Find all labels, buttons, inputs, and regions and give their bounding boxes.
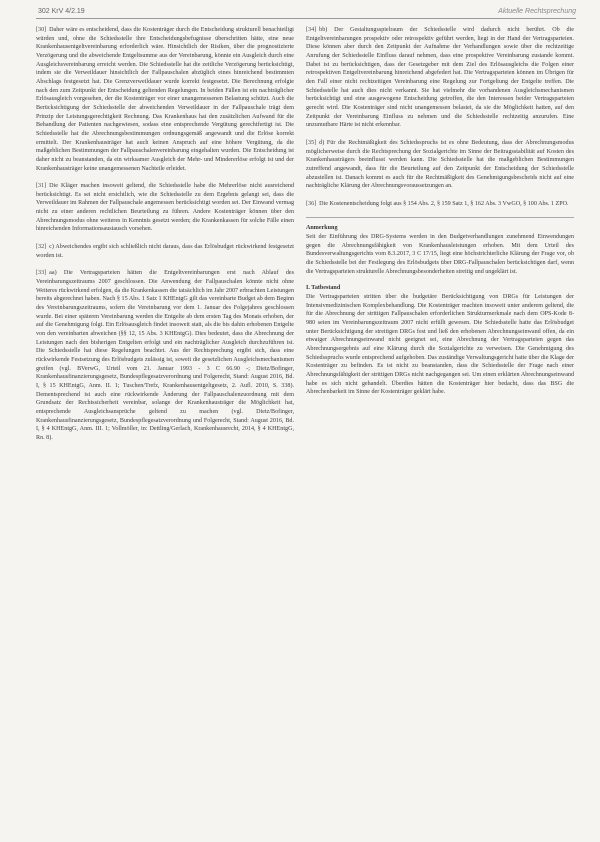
annotation-section [306,217,574,396]
annotation-rule [306,217,574,218]
paragraph-number: [35] [306,139,317,146]
right-column [306,26,574,406]
page-number-journal: 302 KrV 4/2.19 [38,8,85,15]
paragraph-text: Daher wäre es entscheidend, dass die Kostenträger durch die Entscheidung strukturell benachteiligt würden und, ohne die Schiedsstelle ihre Entscheidungsbefugnisse überschritten hätte, eine neue Krankenhausentgeltvereinbarung erforderlich wäre. Hinsichtlich der Risiken, über die prognostizierte Verzögerung und die abweichende Entgeltsumme aus der Vereinbarung, könnte ein Ausgleich durch eine Ausgleichsvereinbarung erreicht werden. Die Schiedsstelle hat die zeitliche Verzögerung berücksichtigt, indem sie die Verweildauer hinsichtlich der Fallpauschalen abzüglich eines hinreichend bestimmten Abschlags festgesetzt hat. Die Grenzverweildauer wurde korrekt festgesetzt. Die Berechnung erfolgte nach den zum Zeitpunkt der Entscheidung geltenden Regelungen. In beiden Fällen ist ein nachträglicher Erlösausgleich vorgesehen, der die Kostenträger vor einer unangemessenen Belastung schützt. Auch die Berücksichtigung der Schiedsstelle der abweichenden Verweildauer in der Fallpauschale trägt dem Prinzip der Leistungsgerechtigkeit Rechnung. Das Krankenhaus hat den zusätzlichen Aufwand für die Behandlung der Patienten nachgewiesen, sodass eine entsprechende Vergütung gerechtfertigt ist. Die Schiedsstelle hat die Abrechnungsbestimmungen ordnungsgemäß angewandt und die Erlöse korrekt ermittelt. Der Krankenhausträger hat auch keinen Anspruch auf eine höhere Vergütung, da die maßgeblichen Bestimmungen der Fallpauschalenvereinbarung eingehalten wurden. Die Entscheidung ist daher nicht zu beanstanden, da ein wirksamer Ausgleich der Mehr- und Mindererlöse erfolgt ist und der Krankenhausträger keine unangemessenen Nachteile erleidet. [36,27,294,172]
section-heading: Aktuelle Rechtsprechung [498,8,576,15]
header-rule [36,18,576,19]
paragraph-number: [32] [36,244,47,251]
paragraph-text: aa) Die Vertragsparteien hätten die Entgeltvereinbarungen erst nach Ablauf des Vereinbarungszeitraums 2007 geschlossen. Die Anwendung der Fallpauschalen könnte nicht ohne Weiteres rückwirkend erfolgen, da die Krankenkassen die tatsächlich im Jahr 2007 erbrachten Leistungen bereits abgerechnet haben. Nach § 15 Abs. 1 Satz 1 KHEntgG gilt das vereinbarte Budget ab dem Beginn des Vereinbarungszeitraums, sofern die Vereinbarung vor dem 1. Januar des Folgejahres geschlossen wurde. Bei einer späteren Vereinbarung werden die Entgelte ab dem ersten Tag des Monats erhoben, der auf die Genehmigung folgt. Ein Erlösausgleich findet insoweit statt, als die bis dahin erhobenen Entgelte von den vereinbarten abweichen (§§ 12, 15 Abs. 3 KHEntgG). Dies bedeutet, dass die Abrechnung der Leistungen nach den bisherigen Entgelten erfolgt und ein nachträglicher Ausgleich durchzuführen ist. Die Schiedsstelle hat diese Regelungen beachtet. Aus der Rechtsprechung ergibt sich, dass eine rückwirkende Festsetzung des Erlösbudgets zulässig ist, soweit die gesetzlichen Ausgleichsmechanismen greifen (vgl. BVerwG, Urteil vom 21. Januar 1993 - 3 C 66.90 -; Dietz/Bofinger, Krankenhausfinanzierungsgesetz, Bundespflegesatzverordnung und Folgerecht, Stand: August 2016, Bd. I, § 15 KHEntgG, Anm. II. 1; Tuschen/Trefz, Krankenhausentgeltgesetz, 2. Aufl. 2010, S. 338). Dementsprechend ist auch eine rückwirkende Änderung der Fallpauschalenzuordnung mit dem Grundsatz der Rechtssicherheit vereinbar, solange der Krankenhausträger die Möglichkeit hat, entsprechende Ausgleichsansprüche geltend zu machen (vgl. Dietz/Bofinger, Krankenhausfinanzierungsgesetz, Bundespflegesatzverordnung und Folgerecht, Stand: August 2016, Bd. I, § 4 KHEntgG, Anm. III. 1; Vollmöller, in: Dettling/Gerlach, Krankenhausrecht, 2014, § 4 KHEntgG, Rn. 8). [36,270,294,441]
paragraph-text: d) Für die Rechtmäßigkeit des Schiedsspruchs ist es ohne Bedeutung, dass der Abrechnungsmodus möglicherweise durch die Rechtsprechung der Sozialgerichte im Sinne der Beitragsstabilität auf Kosten des Krankenhausträgers beeinflusst werden kann. Die Schiedsstelle hat die maßgeblichen Bestimmungen zutreffend angewandt, dass für die Beurteilung auf den Zeitpunkt der Entscheidung der Schiedsstelle abzustellen ist. Danach kommt es auch für die Rechtmäßigkeit des Genehmigungsbescheids nicht auf eine nachträgliche Klärung der Abrechnungsvoraussetzungen an. [306,139,574,190]
paragraph-number: [36] [306,200,317,207]
paragraph-text: c) Abweichendes ergibt sich schließlich nicht daraus, dass das Erlösbudget rückwirkend festgesetzt worden ist. [36,244,294,259]
paragraph-35 [306,139,574,191]
paragraph-32 [36,243,294,260]
paragraph-text: bb) Der Gestaltungsspielraum der Schiedsstelle wird dadurch nicht berührt. Ob die Entgeltvereinbarungen prospektiv oder retrospektiv geführt werden, liegt in der Hand der Vertragsparteien. Diese können aber durch den Zeitpunkt der Aufnahme der Verhandlungen sowie über die rechtzeitige Anrufung der Schiedsstelle Einfluss darauf nehmen, dass eine prospektive Vereinbarung zustande kommt. Dabei ist zu berücksichtigen, dass der Gesetzgeber mit dem Ziel des Erlösausgleichs die Folgen einer retrospektiven Entgeltvereinbarung hinreichend abgefedert hat. Die Vertragsparteien können im Übrigen für den Fall einer nicht rechtzeitigen Vereinbarung eine Regelung zur Fortgeltung der Entgelte treffen. Die Schiedsstelle hat auch dies nicht verkannt. Sie hat vielmehr die vorhandenen Ausgleichsmechanismen berücksichtigt und eine ausgewogene Entscheidung getroffen, die den Interessen beider Vertragsparteien gerecht wird. Die Kostenträger sind nicht unangemessen belastet, da sie die Möglichkeit hatten, auf den Zeitpunkt der Vereinbarung Einfluss zu nehmen und die Schiedsstelle rechtzeitig anzurufen. Eine unzumutbare Härte ist nicht erkennbar. [306,27,574,129]
paragraph-33 [36,269,294,442]
paragraph-number: [34] [306,27,317,33]
annotation-intro: Seit der Einführung des DRG-Systems werden in den Budgetverhandlungen zunehmend Einwendungen gegen die Abrechnungsfähigkeit von Krankenhausleistungen erhoben. Mit dem Urteil des Bundesverwaltungsgerichts vom 8.3.2017, 3 C 17/15, liegt eine höchstrichterliche Klärung der Frage vor, ob die Schiedsstelle bei der Festlegung des Erlösbudgets über DRG-Fallpauschalen berücksichtigen darf, wenn die Vertragsparteien strukturelle Abrechnungsbesonderheiten streitig und ungeklärt ist. [306,234,574,275]
paragraph-30 [36,26,294,173]
paragraph-31 [36,182,294,234]
paragraph-36 [306,200,574,209]
paragraph-number: [30] [36,27,47,33]
page-header [0,0,600,20]
paragraph-text: Die Kostenentscheidung folgt aus § 154 Abs. 2, § 159 Satz 1, § 162 Abs. 3 VwGO, § 100 Abs. 1 ZPO. [319,200,569,207]
paragraph-number: [31] [36,183,47,190]
paragraph-number: [33] [36,270,47,277]
left-column [36,26,294,452]
annotation-title: Anmerkung [306,225,338,232]
annotation-body: Die Vertragsparteien stritten über die budgetäre Berücksichtigung von DRGs für Leistungen der Intensivmedizinischen Komplexbehandlung. Die Kostenträger machten insoweit unter anderem geltend, die für die Abrechnung der strittigen Fallpauschalen erforderlichen Strukturmerkmale nach dem OPS-Kode 8-980 seien im Vereinbarungszeitraum 2007 nicht erfüllt gewesen. Die Schiedsstelle hatte das Erlösbudget unter Berücksichtigung der streitigen DRGs fest und ließ den erhobenen Abrechnungseinwand offen, da ein etwaiger Abrechnungseinwand nicht geeignet sei, eine Abrechnung der Vertragsparteien gegen das Abrechnungsergebnis auf eine Klärung durch die Sozialgerichte zu verweisen. Die Genehmigung des Schiedsspruchs wurde entsprechend aufgehoben. Das zuständige Verwaltungsgericht hatte über die Klage der Kostenträger zu befinden. Es ist nicht zu beanstanden, dass die Schiedsstelle der Frage nach einer Abrechnungsfähigkeit der strittigen DRGs nicht nachgegangen sei. Um einen erklärten Abrechnungseinwand habe es sich nicht gehandelt. Überdies hätten die Kostenträger hier bedacht, dass das BSG die Abrechenbarkeit im Sinne der Kostenträger geklärt habe. [306,294,574,396]
paragraph-34 [306,26,574,130]
paragraph-text: Die Kläger machen insoweit geltend, die Schiedsstelle habe die Mehrerlöse nicht ausreichend berücksichtigt. Es sei nicht ersichtlich, wie die Schiedsstelle zu dem Ergebnis gelangt sei, dass die Verweildauer im Rahmen der Fallpauschale angemessen berücksichtigt worden sei. Der Einwand vermag nicht zu einer anderen rechtlichen Beurteilung zu führen. Andere Kostenträger können über den Abrechnungsmodus ohne weiteres in Kenntnis gesetzt werden; die Krankenkassen für solche Fälle einen hinreichenden Informationsaustausch vorsehen. [36,183,294,233]
annotation-subtitle: I. Tatbestand [306,285,341,292]
